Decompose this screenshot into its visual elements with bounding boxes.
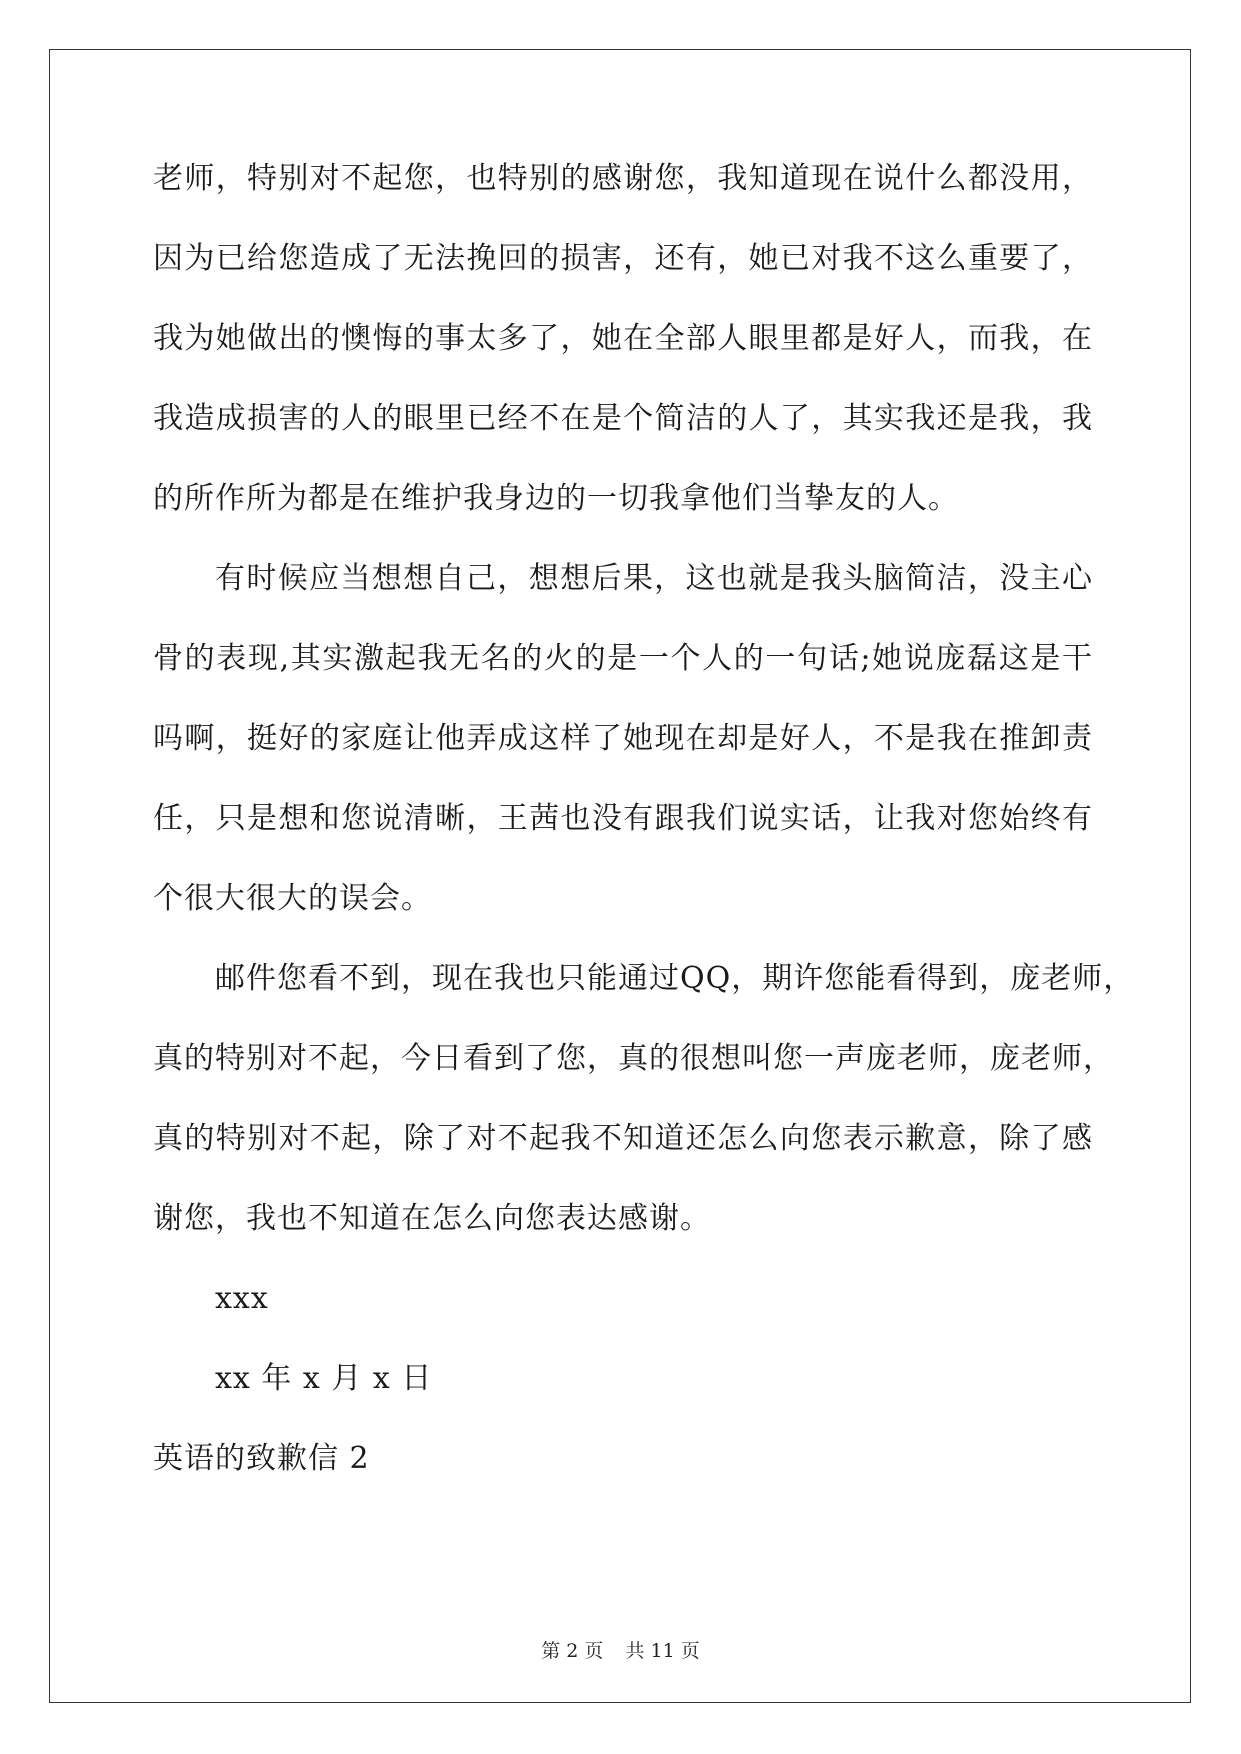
section-heading: 英语的致歉信 2 [153,1441,370,1476]
signature: xxx [215,1281,269,1316]
paragraph-line: 真的特别对不起，今日看到了您，真的很想叫您一声庞老师，庞老师， [153,1041,1114,1076]
paragraph-line: 因为已给您造成了无法挽回的损害，还有，她已对我不这么重要了， [153,241,1093,276]
page-total: 共 11 页 [625,1640,700,1662]
paragraph-line: 我为她做出的懊悔的事太多了，她在全部人眼里都是好人，而我，在 [153,321,1093,356]
paragraph-line: 邮件您看不到，现在我也只能通过QQ，期许您能看得到，庞老师， [215,961,1135,996]
document-body [153,161,1135,1524]
date-line: xx 年 x 月 x 日 [215,1361,433,1396]
paragraph-line: 个很大很大的误会。 [153,881,432,916]
page-footer [0,1636,1241,1663]
page-number: 第 2 页 [541,1640,604,1662]
paragraph-line: 的所作所为都是在维护我身边的一切我拿他们当挚友的人。 [153,481,959,516]
paragraph-line: 吗啊，挺好的家庭让他弄成这样了她现在却是好人，不是我在推卸责 [153,721,1093,756]
paragraph-line: 任，只是想和您说清晰，王茜也没有跟我们说实话，让我对您始终有 [153,801,1093,836]
paragraph-line: 真的特别对不起，除了对不起我不知道还怎么向您表示歉意，除了感 [153,1121,1093,1156]
paragraph-line: 骨的表现,其实激起我无名的火的是一个人的一句话;她说庞磊这是干 [153,641,1093,676]
paragraph-line: 我造成损害的人的眼里已经不在是个简洁的人了，其实我还是我，我 [153,401,1093,436]
paragraph-line: 谢您，我也不知道在怎么向您表达感谢。 [153,1201,711,1236]
paragraph-line: 有时候应当想想自己，想想后果，这也就是我头脑简洁，没主心 [215,561,1093,596]
paragraph-line: 老师，特别对不起您，也特别的感谢您，我知道现在说什么都没用， [153,161,1093,196]
